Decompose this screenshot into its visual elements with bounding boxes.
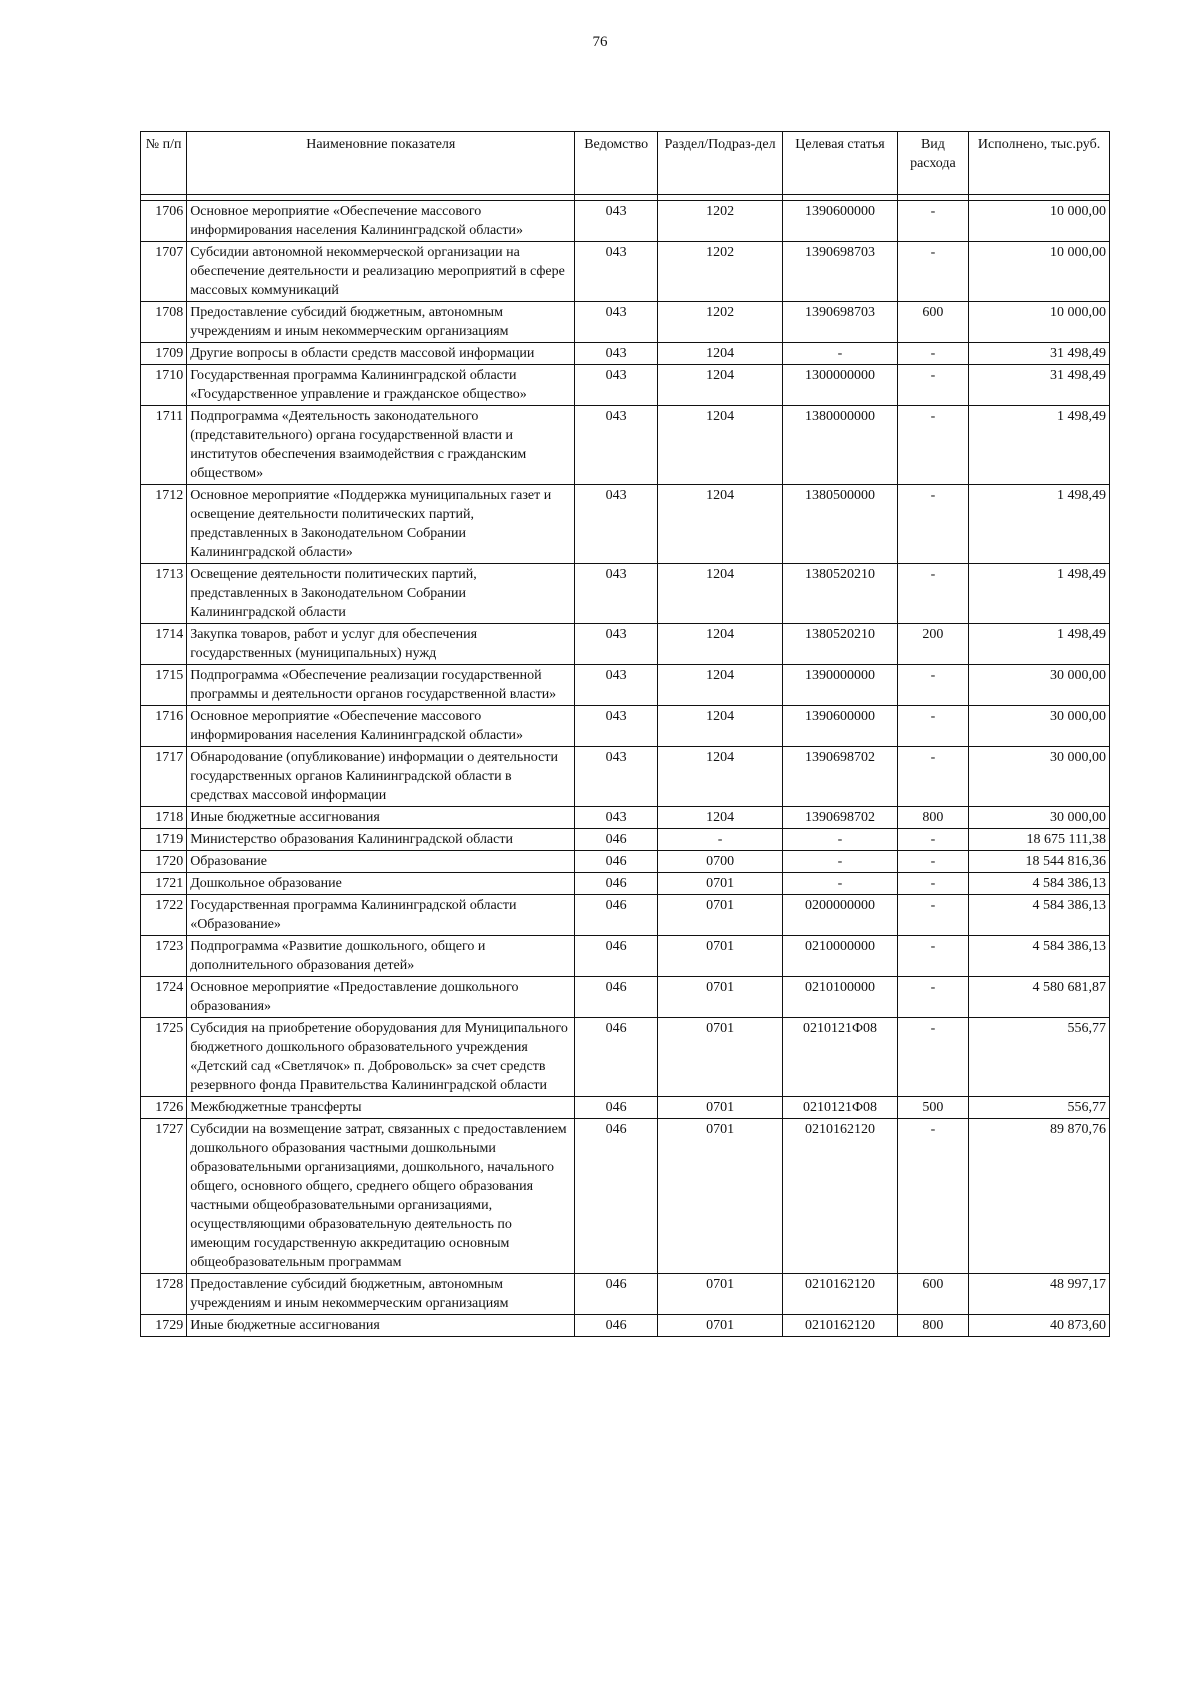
row-amount: 89 870,76 — [969, 1119, 1110, 1274]
row-target: 0210000000 — [783, 936, 897, 977]
row-amount: 1 498,49 — [969, 564, 1110, 624]
row-dept: 043 — [575, 706, 657, 747]
row-name: Подпрограмма «Развитие дошкольного, общего и дополнительного образования детей» — [187, 936, 575, 977]
row-dept: 046 — [575, 873, 657, 895]
row-name: Основное мероприятие «Поддержка муниципальных газет и освещение деятельности политических партий, представленных в Законодательном Собрании Калининградской области» — [187, 485, 575, 564]
row-amount: 10 000,00 — [969, 201, 1110, 242]
row-number: 1709 — [141, 343, 187, 365]
row-amount: 556,77 — [969, 1097, 1110, 1119]
table-row — [141, 747, 1110, 807]
header-dept: Ведомство — [575, 132, 657, 195]
row-amount: 10 000,00 — [969, 242, 1110, 302]
row-number: 1718 — [141, 807, 187, 829]
row-name: Освещение деятельности политических партий, представленных в Законодательном Собрании Калининградской области — [187, 564, 575, 624]
table-row — [141, 1097, 1110, 1119]
row-expense-type: - — [897, 485, 968, 564]
row-number: 1720 — [141, 851, 187, 873]
table-row — [141, 665, 1110, 706]
row-name: Дошкольное образование — [187, 873, 575, 895]
row-target: 0210100000 — [783, 977, 897, 1018]
row-target: 1380000000 — [783, 406, 897, 485]
table-row — [141, 201, 1110, 242]
row-number: 1725 — [141, 1018, 187, 1097]
row-name: Министерство образования Калининградской области — [187, 829, 575, 851]
row-name: Субсидии на возмещение затрат, связанных с предоставлением дошкольного образования частными дошкольными образовательными организациями, дошкольного, начального общего, основного общего, среднего общего образования частными общеобразовательными организациями, осуществляющими образовательную деятельность по имеющим государственную аккредитацию основным общеобразовательным программам — [187, 1119, 575, 1274]
row-target: 1390600000 — [783, 706, 897, 747]
row-section: 0701 — [657, 895, 782, 936]
row-expense-type: - — [897, 242, 968, 302]
row-name: Предоставление субсидий бюджетным, автономным учреждениям и иным некоммерческим организациям — [187, 302, 575, 343]
row-amount: 556,77 — [969, 1018, 1110, 1097]
row-section: 0700 — [657, 851, 782, 873]
row-target: 0200000000 — [783, 895, 897, 936]
row-expense-type: - — [897, 747, 968, 807]
row-expense-type: - — [897, 895, 968, 936]
row-dept: 046 — [575, 1097, 657, 1119]
table-row — [141, 485, 1110, 564]
row-amount: 18 544 816,36 — [969, 851, 1110, 873]
row-name: Субсидия на приобретение оборудования для Муниципального бюджетного дошкольного образовательного учреждения «Детский сад «Светлячок» п. Добровольск» за счет средств резервного фонда Правительства Калининградской области — [187, 1018, 575, 1097]
row-target: 1390698702 — [783, 807, 897, 829]
row-target: - — [783, 873, 897, 895]
row-section: 0701 — [657, 1018, 782, 1097]
table-row — [141, 1274, 1110, 1315]
row-amount: 4 580 681,87 — [969, 977, 1110, 1018]
row-name: Иные бюджетные ассигнования — [187, 807, 575, 829]
row-section: 0701 — [657, 1097, 782, 1119]
row-number: 1722 — [141, 895, 187, 936]
row-dept: 043 — [575, 624, 657, 665]
row-section: 1204 — [657, 665, 782, 706]
row-expense-type: - — [897, 851, 968, 873]
row-number: 1706 — [141, 201, 187, 242]
row-name: Основное мероприятие «Предоставление дошкольного образования» — [187, 977, 575, 1018]
table-row — [141, 343, 1110, 365]
row-target: 1390698703 — [783, 302, 897, 343]
row-dept: 043 — [575, 302, 657, 343]
row-section: 0701 — [657, 1315, 782, 1337]
row-expense-type: - — [897, 201, 968, 242]
row-dept: 046 — [575, 1119, 657, 1274]
row-target: 1390600000 — [783, 201, 897, 242]
table-row — [141, 895, 1110, 936]
row-expense-type: - — [897, 936, 968, 977]
header-row — [141, 132, 1110, 195]
row-dept: 046 — [575, 1018, 657, 1097]
row-section: 0701 — [657, 977, 782, 1018]
row-dept: 043 — [575, 242, 657, 302]
row-expense-type: - — [897, 406, 968, 485]
row-number: 1728 — [141, 1274, 187, 1315]
row-name: Подпрограмма «Обеспечение реализации государственной программы и деятельности органов государственной власти» — [187, 665, 575, 706]
row-target: - — [783, 851, 897, 873]
row-amount: 31 498,49 — [969, 365, 1110, 406]
table-row — [141, 936, 1110, 977]
row-section: 1204 — [657, 706, 782, 747]
header-target: Целевая статья — [783, 132, 897, 195]
row-expense-type: - — [897, 365, 968, 406]
row-number: 1717 — [141, 747, 187, 807]
row-number: 1715 — [141, 665, 187, 706]
row-name: Основное мероприятие «Обеспечение массового информирования населения Калининградской области» — [187, 201, 575, 242]
table-row — [141, 242, 1110, 302]
row-section: 0701 — [657, 1274, 782, 1315]
row-number: 1712 — [141, 485, 187, 564]
row-amount: 4 584 386,13 — [969, 895, 1110, 936]
page-number: 76 — [592, 34, 608, 50]
header-name: Наименовние показателя — [187, 132, 575, 195]
row-section: 1204 — [657, 406, 782, 485]
row-name: Субсидии автономной некоммерческой организации на обеспечение деятельности и реализацию мероприятий в сфере массовых коммуникаций — [187, 242, 575, 302]
row-target: 0210162120 — [783, 1274, 897, 1315]
row-expense-type: - — [897, 1119, 968, 1274]
row-amount: 48 997,17 — [969, 1274, 1110, 1315]
row-amount: 40 873,60 — [969, 1315, 1110, 1337]
row-amount: 4 584 386,13 — [969, 873, 1110, 895]
table-row — [141, 1018, 1110, 1097]
table-row — [141, 302, 1110, 343]
row-target: 1380520210 — [783, 624, 897, 665]
table-row — [141, 564, 1110, 624]
row-number: 1729 — [141, 1315, 187, 1337]
row-target: 1390000000 — [783, 665, 897, 706]
row-expense-type: - — [897, 1018, 968, 1097]
row-section: 0701 — [657, 936, 782, 977]
row-expense-type: 600 — [897, 1274, 968, 1315]
row-expense-type: 500 — [897, 1097, 968, 1119]
row-expense-type: - — [897, 665, 968, 706]
row-expense-type: 800 — [897, 807, 968, 829]
row-target: 1380520210 — [783, 564, 897, 624]
row-number: 1707 — [141, 242, 187, 302]
row-name: Государственная программа Калининградской области «Образование» — [187, 895, 575, 936]
row-amount: 30 000,00 — [969, 665, 1110, 706]
row-number: 1708 — [141, 302, 187, 343]
row-section: 1204 — [657, 747, 782, 807]
row-dept: 046 — [575, 851, 657, 873]
row-expense-type: 200 — [897, 624, 968, 665]
row-number: 1716 — [141, 706, 187, 747]
row-number: 1710 — [141, 365, 187, 406]
row-target: 1380500000 — [783, 485, 897, 564]
table-row — [141, 807, 1110, 829]
row-target: 0210162120 — [783, 1119, 897, 1274]
row-expense-type: 600 — [897, 302, 968, 343]
row-amount: 30 000,00 — [969, 807, 1110, 829]
row-target: - — [783, 343, 897, 365]
row-target: 1390698703 — [783, 242, 897, 302]
row-section: - — [657, 829, 782, 851]
table-body — [141, 201, 1110, 1337]
row-number: 1723 — [141, 936, 187, 977]
row-section: 1202 — [657, 302, 782, 343]
row-name: Закупка товаров, работ и услуг для обеспечения государственных (муниципальных) нужд — [187, 624, 575, 665]
row-amount: 30 000,00 — [969, 706, 1110, 747]
row-expense-type: 800 — [897, 1315, 968, 1337]
header-amount: Исполнено, тыс.руб. — [969, 132, 1110, 195]
row-number: 1711 — [141, 406, 187, 485]
row-section: 0701 — [657, 1119, 782, 1274]
table-row — [141, 851, 1110, 873]
row-expense-type: - — [897, 564, 968, 624]
row-amount: 18 675 111,38 — [969, 829, 1110, 851]
row-target: 0210121Ф08 — [783, 1018, 897, 1097]
row-amount: 1 498,49 — [969, 406, 1110, 485]
row-amount: 4 584 386,13 — [969, 936, 1110, 977]
row-dept: 043 — [575, 807, 657, 829]
row-dept: 043 — [575, 343, 657, 365]
row-amount: 10 000,00 — [969, 302, 1110, 343]
row-dept: 043 — [575, 485, 657, 564]
row-dept: 043 — [575, 406, 657, 485]
row-target: 1300000000 — [783, 365, 897, 406]
row-dept: 043 — [575, 564, 657, 624]
table-row — [141, 977, 1110, 1018]
table-row — [141, 1315, 1110, 1337]
row-section: 0701 — [657, 873, 782, 895]
row-number: 1721 — [141, 873, 187, 895]
row-dept: 043 — [575, 747, 657, 807]
row-section: 1204 — [657, 564, 782, 624]
row-name: Подпрограмма «Деятельность законодательного (представительного) органа государственной власти и институтов обеспечения взаимодействия с гражданским обществом» — [187, 406, 575, 485]
row-expense-type: - — [897, 829, 968, 851]
row-name: Другие вопросы в области средств массовой информации — [187, 343, 575, 365]
row-expense-type: - — [897, 706, 968, 747]
row-number: 1726 — [141, 1097, 187, 1119]
row-section: 1204 — [657, 624, 782, 665]
row-name: Образование — [187, 851, 575, 873]
row-target: 0210121Ф08 — [783, 1097, 897, 1119]
header-expense-type: Вид расхода — [897, 132, 968, 195]
table-row — [141, 406, 1110, 485]
row-dept: 046 — [575, 895, 657, 936]
row-name: Государственная программа Калининградской области «Государственное управление и гражданское общество» — [187, 365, 575, 406]
row-section: 1204 — [657, 807, 782, 829]
row-number: 1724 — [141, 977, 187, 1018]
row-number: 1713 — [141, 564, 187, 624]
row-dept: 046 — [575, 1315, 657, 1337]
row-section: 1204 — [657, 485, 782, 564]
row-amount: 30 000,00 — [969, 747, 1110, 807]
row-section: 1202 — [657, 201, 782, 242]
row-name: Межбюджетные трансферты — [187, 1097, 575, 1119]
row-amount: 1 498,49 — [969, 485, 1110, 564]
row-name: Иные бюджетные ассигнования — [187, 1315, 575, 1337]
row-amount: 1 498,49 — [969, 624, 1110, 665]
row-expense-type: - — [897, 873, 968, 895]
row-section: 1204 — [657, 365, 782, 406]
row-dept: 043 — [575, 365, 657, 406]
row-amount: 31 498,49 — [969, 343, 1110, 365]
row-name: Предоставление субсидий бюджетным, автономным учреждениям и иным некоммерческим организациям — [187, 1274, 575, 1315]
row-number: 1719 — [141, 829, 187, 851]
row-name: Обнародование (опубликование) информации о деятельности государственных органов Калининградской области в средствах массовой информации — [187, 747, 575, 807]
table-row — [141, 365, 1110, 406]
header-section: Раздел/Подраз-дел — [657, 132, 782, 195]
row-dept: 046 — [575, 977, 657, 1018]
row-target: 0210162120 — [783, 1315, 897, 1337]
row-target: - — [783, 829, 897, 851]
budget-table — [140, 131, 1110, 1337]
header-num: № п/п — [141, 132, 187, 195]
table-row — [141, 1119, 1110, 1274]
row-number: 1714 — [141, 624, 187, 665]
row-number: 1727 — [141, 1119, 187, 1274]
row-dept: 043 — [575, 665, 657, 706]
row-dept: 046 — [575, 829, 657, 851]
row-dept: 046 — [575, 936, 657, 977]
row-target: 1390698702 — [783, 747, 897, 807]
row-expense-type: - — [897, 343, 968, 365]
row-name: Основное мероприятие «Обеспечение массового информирования населения Калининградской области» — [187, 706, 575, 747]
row-dept: 046 — [575, 1274, 657, 1315]
row-section: 1202 — [657, 242, 782, 302]
row-section: 1204 — [657, 343, 782, 365]
row-expense-type: - — [897, 977, 968, 1018]
table-row — [141, 829, 1110, 851]
table-row — [141, 873, 1110, 895]
table-row — [141, 706, 1110, 747]
table-row — [141, 624, 1110, 665]
row-dept: 043 — [575, 201, 657, 242]
